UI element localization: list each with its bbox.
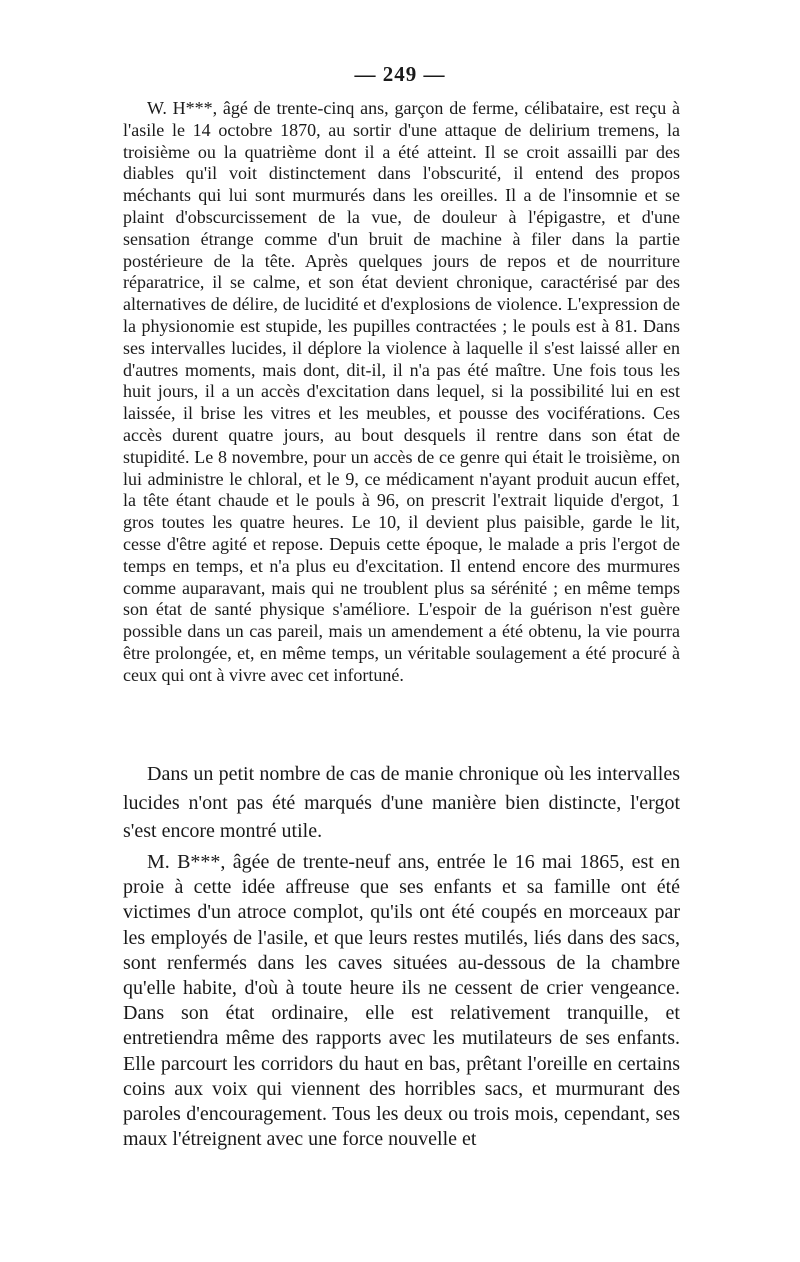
paragraph-case-m-b: M. B***, âgée de trente-neuf ans, entrée le 16 mai 1865, est en proie à cette idée affreuse que ses enfants et sa famille ont été victimes d'un atroce complot, qu'ils ont été coupés en morceaux par les employés de l'asile, et que leurs restes mutilés, liés dans des sacs, sont renfermés dans les caves situées au-dessous de la chambre qu'elle habite, d'où à toute heure ils ne cessent de crier vengeance. Dans son état ordinaire, elle est relativement tranquille, et entretiendra même des rapports avec les mutilateurs de ses enfants. Elle parcourt les corridors du haut en bas, prêtant l'oreille en certains coins aux voix qui viennent des horribles sacs, et murmurant des paroles d'encouragement. Tous les deux ou trois mois, cependant, ses maux l'étreignent avec une force nouvelle et — [123, 851, 680, 1151]
case-report-w-h — [123, 98, 680, 687]
case-report-m-b — [123, 850, 680, 1152]
remark-chronic-mania — [123, 760, 680, 846]
paragraph-case-w-h: W. H***, âgé de trente-cinq ans, garçon de ferme, célibataire, est reçu à l'asile le 14 octobre 1870, au sortir d'une attaque de delirium tremens, la troisième ou la quatrième dont il a été atteint. Il se croit assailli par des diables qu'il voit distinctement dans l'obscurité, il entend des propos méchants qui lui sont murmurés dans les oreilles. Il a de l'insomnie et se plaint d'obscurcissement de la vue, de douleur à l'épigastre, et d'une sensation étrange comme d'un bruit de machine à filer dans la partie postérieure de la tête. Après quelques jours de repos et de nourriture réparatrice, il se calme, et son état devient chronique, caractérisé par des alternatives de délire, de lucidité et d'explosions de violence. L'expression de la physionomie est stupide, les pupilles contractées ; le pouls est à 81. Dans ses intervalles lucides, il déplore la violence à laquelle il s'est laissé aller en d'autres moments, mais dont, dit-il, il n'a pas été maître. Une fois tous les huit jours, il a un accès d'excitation dans lequel, si la possibilité lui en est laissée, il brise les vitres et les meubles, et pousse des vociférations. Ces accès durent quatre jours, au bout desquels il rentre dans son état de stupidité. Le 8 novembre, pour un accès de ce genre qui était le troisième, on lui administre le chloral, et le 9, ce médicament n'ayant produit aucun effet, la tête étant chaude et le pouls à 96, on prescrit l'extrait liquide d'ergot, 1 gros toutes les quatre heures. Le 10, il devient plus paisible, garde le lit, cesse d'être agité et repose. Depuis cette époque, le malade a pris l'ergot de temps en temps, et n'a plus eu d'excitation. Il entend encore des murmures comme auparavant, mais qui ne troublent plus sa sérénité ; en même temps son état de santé physique s'améliore. L'espoir de la guérison n'est guère possible dans un cas pareil, mais un amendement a été obtenu, la vie pourra être prolongée, et, en même temps, un véritable soulagement a été procuré à ceux qui ont à vivre avec cet infortuné. — [123, 98, 680, 685]
page-number: — 249 — — [354, 62, 446, 86]
paragraph-remark: Dans un petit nombre de cas de manie chronique où les intervalles lucides n'ont pas été marqués d'une manière bien distincte, l'ergot s'est encore montré utile. — [123, 763, 680, 842]
